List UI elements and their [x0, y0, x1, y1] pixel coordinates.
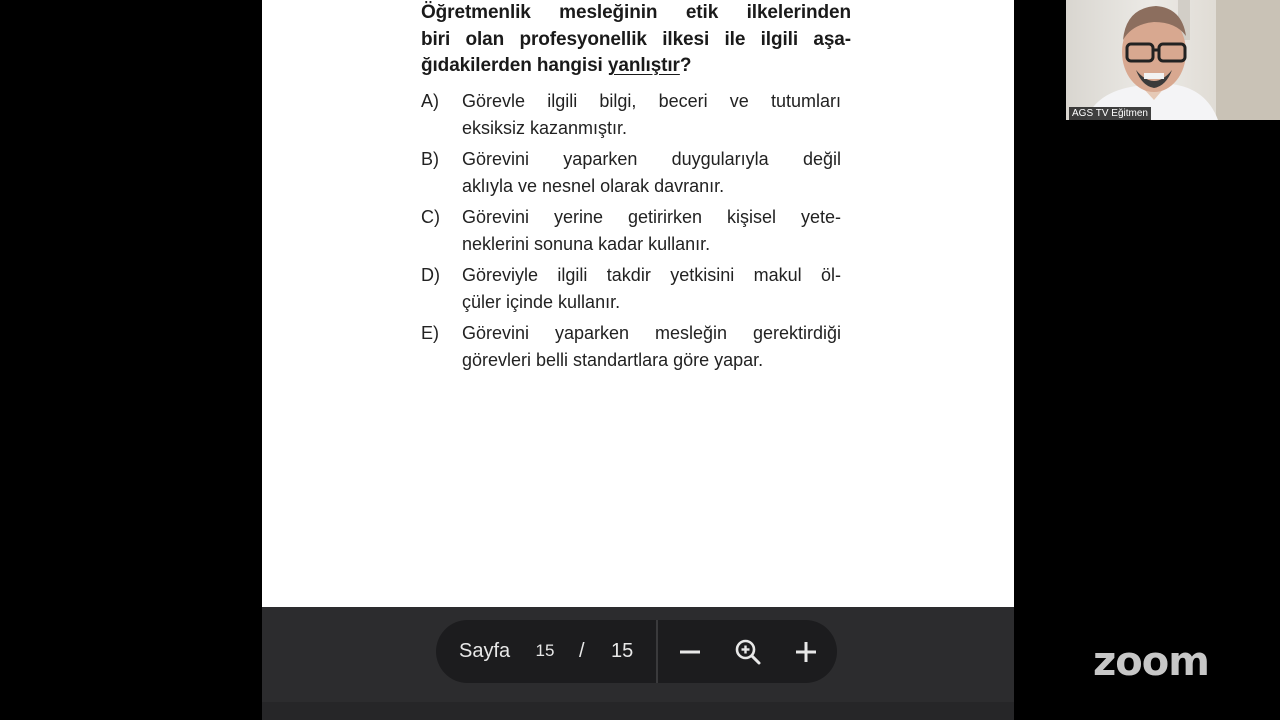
- question-line-2: biri olan profesyonellik ilkesi ile ilgili aşa-: [421, 28, 851, 50]
- participant-video[interactable]: [1066, 0, 1280, 120]
- question-line-3-suffix: ?: [679, 55, 692, 76]
- page-label: Sayfa: [459, 640, 511, 662]
- option-text-line-2: aklıyla ve nesnel olarak davranır.: [462, 175, 725, 196]
- zoom-logo: zoom: [1093, 639, 1209, 685]
- shared-document-page: [262, 0, 1014, 607]
- question-line-3-prefix: ğıdakilerden hangisi: [421, 55, 608, 76]
- option-text-line-1: Görevini yerine getirirken kişisel yete-: [462, 207, 841, 227]
- magnifier-plus-icon: [734, 638, 762, 666]
- presenter-video-image: [1066, 0, 1280, 120]
- option-d: [421, 262, 841, 315]
- question-line-3: [421, 53, 851, 80]
- option-letter: E): [421, 323, 439, 343]
- participant-name-label: AGS TV Eğitmen: [1069, 107, 1151, 120]
- option-text-line-1: Görevini yaparken duygularıyla değil: [462, 149, 841, 169]
- option-text-line-2: görevleri belli standartlara göre yapar.: [462, 349, 764, 370]
- pdf-viewer-toolbar: [262, 607, 1014, 720]
- minus-icon: [678, 640, 702, 664]
- option-text-line-1: Görevini yaparken mesleğin gerektirdiği: [462, 323, 841, 343]
- option-a: [421, 88, 841, 141]
- option-letter: C): [421, 207, 440, 227]
- total-pages: 15: [611, 640, 634, 662]
- option-text-line-1: Göreviyle ilgili takdir yetkisini makul öl-: [462, 265, 841, 285]
- option-b: [421, 146, 841, 199]
- page-separator: /: [579, 640, 585, 662]
- controls-divider: [656, 620, 658, 683]
- question-emphasis-word: yanlıştır: [607, 55, 680, 76]
- option-letter: A): [421, 91, 439, 111]
- question-line-1: Öğretmenlik mesleğinin etik ilkelerinden: [421, 2, 851, 23]
- option-text-line-2: neklerini sonuna kadar kullanır.: [462, 233, 711, 254]
- plus-icon: [794, 640, 818, 664]
- option-e: [421, 320, 841, 373]
- option-text-line-1: Görevle ilgili bilgi, beceri ve tutumları: [462, 91, 841, 111]
- page-zoom-controls: [436, 620, 837, 683]
- toolbar-footer-strip: [262, 702, 1014, 720]
- current-page-input[interactable]: [528, 637, 562, 665]
- option-letter: D): [421, 265, 440, 285]
- option-text-line-2: çüler içinde kullanır.: [462, 291, 621, 312]
- zoom-in-button[interactable]: [787, 633, 825, 671]
- zoom-out-button[interactable]: [671, 633, 709, 671]
- option-letter: B): [421, 149, 439, 169]
- question-text: [421, 0, 851, 80]
- option-text-line-2: eksiksiz kazanmıştır.: [462, 117, 628, 138]
- zoom-fit-button[interactable]: [729, 633, 767, 671]
- option-c: [421, 204, 841, 257]
- answer-options: [421, 88, 841, 378]
